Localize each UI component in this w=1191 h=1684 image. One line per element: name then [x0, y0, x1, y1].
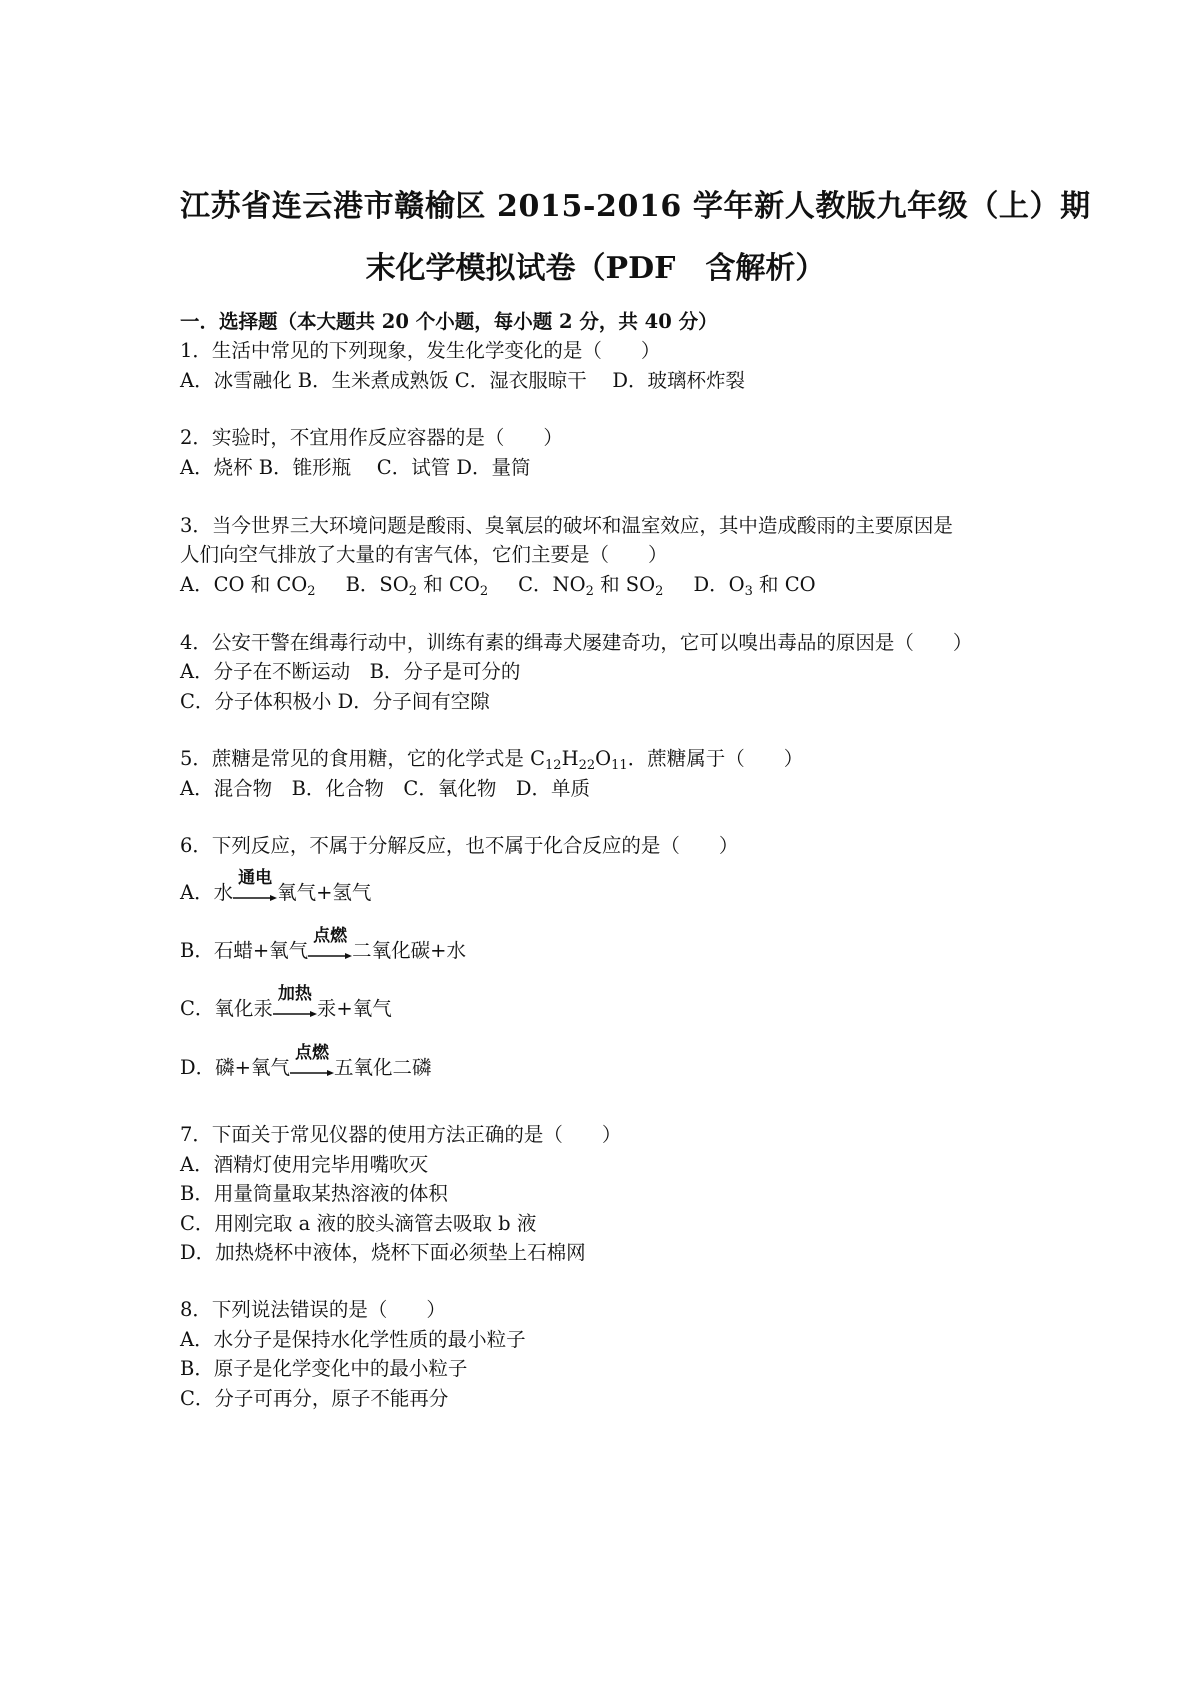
question-6-option-a: A．水 通电 氧气+氢气: [180, 868, 372, 904]
question-1-stem: 1．生活中常见的下列现象，发生化学变化的是（ ）: [180, 339, 661, 362]
question-8-option-b: B．原子是化学变化中的最小粒子: [180, 1357, 468, 1380]
section-heading: 一．选择题（本大题共 20 个小题，每小题 2 分，共 40 分）: [180, 310, 718, 333]
question-7-option-c: C．用刚完取 a 液的胶头滴管去吸取 b 液: [180, 1212, 537, 1235]
reaction-arrow: [233, 868, 277, 906]
question-7-stem: 7．下面关于常见仪器的使用方法正确的是（ ）: [180, 1123, 622, 1146]
question-6-option-b: B．石蜡+氧气 点燃 二氧化碳+水: [180, 926, 467, 962]
question-3-stem-line2: 人们向空气排放了大量的有害气体，它们主要是（ ）: [180, 543, 668, 566]
arrow-icon: [273, 1011, 317, 1017]
exam-title-line1: 江苏省连云港市赣榆区 2015-2016 学年新人教版九年级（上）期: [180, 189, 1091, 224]
arrow-icon: [233, 895, 277, 901]
question-3-options: [180, 572, 816, 598]
option-d: D．$O_3$ 和 CO: [693, 573, 816, 599]
question-8-option-a: A．水分子是保持水化学性质的最小粒子: [180, 1328, 526, 1351]
reaction-condition: 加热: [277, 984, 312, 1004]
question-2-stem: 2．实验时，不宜用作反应容器的是（ ）: [180, 426, 563, 449]
question-6-stem: 6．下列反应，不属于分解反应，也不属于化合反应的是（ ）: [180, 834, 739, 857]
question-7-option-d: D．加热烧杯中液体，烧杯下面必须垫上石棉网: [180, 1241, 586, 1264]
question-4-stem: 4．公安干警在缉毒行动中，训练有素的缉毒犬屡建奇功，它可以嗅出毒品的原因是（ ）: [180, 631, 973, 654]
question-3-stem-line1: 3．当今世界三大环境问题是酸雨、臭氧层的破坏和温室效应，其中造成酸雨的主要原因是: [180, 514, 953, 537]
option-b: B．$SO_2$ 和 $CO_2$: [345, 573, 489, 599]
option-a: A．CO 和 $CO_2$: [180, 573, 316, 599]
question-8-stem: 8．下列说法错误的是（ ）: [180, 1298, 446, 1321]
reaction-condition: 点燃: [313, 926, 348, 946]
arrow-icon: [308, 953, 352, 959]
reaction-arrow: [290, 1043, 334, 1081]
reaction-arrow: [308, 926, 352, 964]
question-4-options-ab: A．分子在不断运动 B．分子是可分的: [180, 660, 521, 683]
question-6-option-d: D．磷+氧气 点燃 五氧化二磷: [180, 1043, 432, 1079]
option-c: C．$NO_2$ 和 $SO_2$: [518, 573, 664, 599]
question-5-options: A．混合物 B．化合物 C．氧化物 D．单质: [180, 777, 590, 800]
reaction-condition: 点燃: [294, 1043, 329, 1063]
exam-title-line2: 末化学模拟试卷（PDF 含解析）: [365, 251, 826, 286]
question-1-options: A．冰雪融化 B．生米煮成熟饭 C．湿衣服晾干 D．玻璃杯炸裂: [180, 369, 746, 392]
question-6-option-c: C．氧化汞 加热 汞+氧气: [180, 984, 392, 1020]
question-7-option-b: B．用量筒量取某热溶液的体积: [180, 1182, 448, 1205]
reaction-condition: 通电: [238, 868, 273, 888]
reaction-arrow: [273, 984, 317, 1022]
arrow-icon: [290, 1070, 334, 1076]
question-2-options: A．烧杯 B．锥形瓶 C．试管 D．量筒: [180, 456, 531, 479]
question-5-stem: 5．蔗糖是常见的食用糖，它的化学式是 $C_{12}H_{22}O_{11}$．蔗糖属于（ ）: [180, 747, 804, 773]
question-8-option-c: C．分子可再分，原子不能再分: [180, 1387, 449, 1410]
question-7-option-a: A．酒精灯使用完毕用嘴吹灭: [180, 1153, 429, 1176]
question-4-options-cd: C．分子体积极小 D．分子间有空隙: [180, 690, 490, 713]
